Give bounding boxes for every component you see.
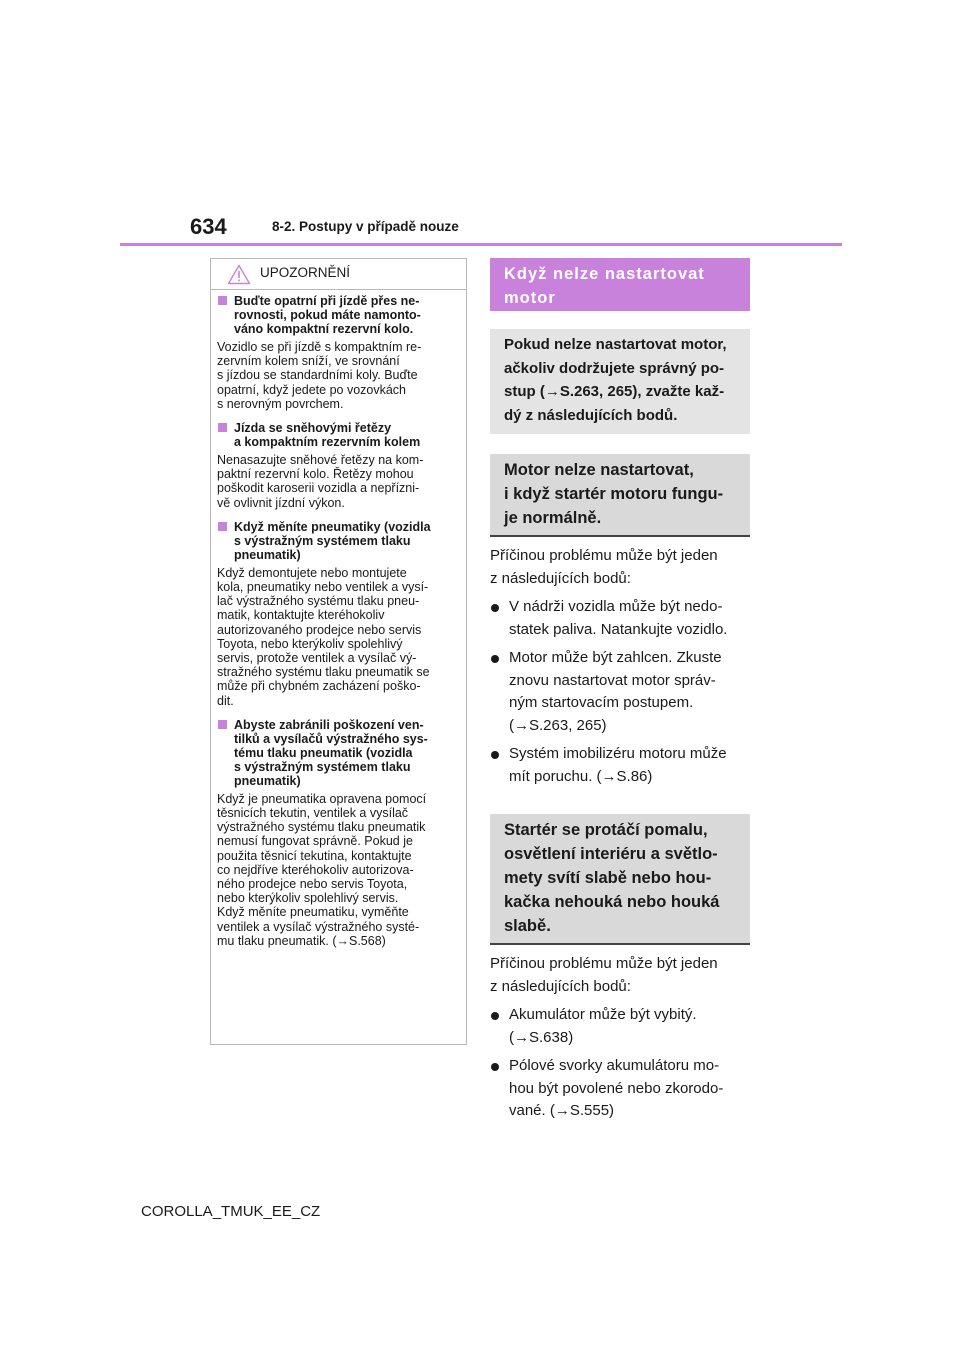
sub-heading: Startér se protáčí pomalu, osvětlení interiéru a světlo- mety svítí slabě nebo hou- kačka nehouká nebo houká slabě. bbox=[490, 814, 750, 945]
square-bullet-icon bbox=[218, 522, 227, 531]
bullet-item: Pólové svorky akumulátoru mo- hou být povolené nebo zkorodo- vané. (→S.555) bbox=[490, 1055, 750, 1123]
warning-item-text: Nenasazujte sněhové řetězy na kom- paktní rezervní kolo. Řetězy mohou poškodit karoserii vozidla a nepřízni- vě ovlivnit jízdní výkon. bbox=[217, 453, 424, 510]
warning-title: UPOZORNĚNÍ bbox=[260, 265, 351, 280]
warning-item bbox=[217, 520, 460, 708]
warning-item-heading bbox=[217, 294, 460, 336]
bullet-list bbox=[490, 1004, 750, 1123]
sub-heading: Motor nelze nastartovat, i když startér motoru fungu- je normálně. bbox=[490, 454, 750, 537]
warning-item bbox=[217, 421, 460, 510]
right-column bbox=[490, 258, 750, 1123]
warning-item-title: Abyste zabránili poškození ven- tilků a vysílačů výstražného sys- tému tlaku pneumatik (vozidla s výstražným systémem tlaku pneumatik) bbox=[234, 717, 428, 788]
warning-item-text: Vozidlo se při jízdě s kompaktním re- zervním kolem sníží, ve srovnání s jízdou se standardními koly. Buďte opatrní, když jedete po vozovkách s nerovným povrchem. bbox=[217, 340, 422, 411]
square-bullet-icon bbox=[218, 296, 227, 305]
warning-item-title: Když měníte pneumatiky (vozidla s výstražným systémem tlaku pneumatik) bbox=[234, 519, 431, 562]
warning-header bbox=[211, 259, 466, 290]
warning-item bbox=[217, 294, 460, 411]
main-heading: Když nelze nastartovat motor bbox=[490, 258, 750, 311]
square-bullet-icon bbox=[218, 720, 227, 729]
bullet-item: Systém imobilizéru motoru může mít poruchu. (→S.86) bbox=[490, 743, 750, 788]
bullet-item: Akumulátor může být vybitý. (→S.638) bbox=[490, 1004, 750, 1049]
square-bullet-icon bbox=[218, 423, 227, 432]
section-title: 8-2. Postupy v případě nouze bbox=[272, 219, 459, 234]
warning-box bbox=[210, 258, 467, 1045]
lead-text: Příčinou problému může být jeden z následujících bodů: bbox=[490, 547, 718, 587]
warning-item-title: Jízda se sněhovými řetězy a kompaktním rezervním kolem bbox=[234, 421, 421, 450]
warning-item-text: Když je pneumatika opravena pomocí těsnicích tekutin, ventilek a vysílač výstražného systému tlaku pneumatik nemusí fungovat správně. Pokud je použita těsnicí tekutina, kontaktujte co nejdříve kteréhokoliv autorizova- ného prodejce nebo servis Toyota, nebo kterýkoliv spolehlivý servis. Když měníte pneumatiku, vyměňte ventilek a vysílač výstražného systé- mu tlaku pneumatik. (→S.568) bbox=[217, 791, 427, 948]
warning-body bbox=[211, 294, 466, 948]
bullet-item: Motor může být zahlcen. Zkuste znovu nastartovat motor správ- ným startovacím postupem. (→S.263, 265) bbox=[490, 647, 750, 737]
warning-item-heading bbox=[217, 520, 460, 562]
lead-text: Příčinou problému může být jeden z následujících bodů: bbox=[490, 955, 718, 995]
footer-code: COROLLA_TMUK_EE_CZ bbox=[141, 1203, 321, 1220]
warning-triangle-icon bbox=[227, 264, 251, 285]
warning-item bbox=[217, 718, 460, 948]
bullet-list bbox=[490, 596, 750, 788]
bullet-item: V nádrži vozidla může být nedo- statek paliva. Natankujte vozidlo. bbox=[490, 596, 750, 641]
intro-box: Pokud nelze nastartovat motor, ačkoliv dodržujete správný po- stup (→S.263, 265), zvažte kaž- dý z následujících bodů. bbox=[490, 329, 750, 434]
page-number: 634 bbox=[190, 214, 227, 239]
warning-item-heading bbox=[217, 421, 460, 449]
warning-item-text: Když demontujete nebo montujete kola, pneumatiky nebo ventilek a vysí- lač výstražného systému tlaku pneu- matik, kontaktujte kteréhokoliv autorizovaného prodejce nebo servis Toyota, nebo kterýkoliv spolehlivý servis, protože ventilek a vysílač vý- stražného systému tlaku pneumatik se může při chybném zacházení poško- dit. bbox=[217, 565, 430, 708]
warning-item-title: Buďte opatrní při jízdě přes ne- rovnosti, pokud máte namonto- váno kompaktní rezervní kolo. bbox=[234, 294, 421, 336]
header-rule bbox=[120, 243, 842, 246]
warning-item-heading bbox=[217, 718, 460, 788]
